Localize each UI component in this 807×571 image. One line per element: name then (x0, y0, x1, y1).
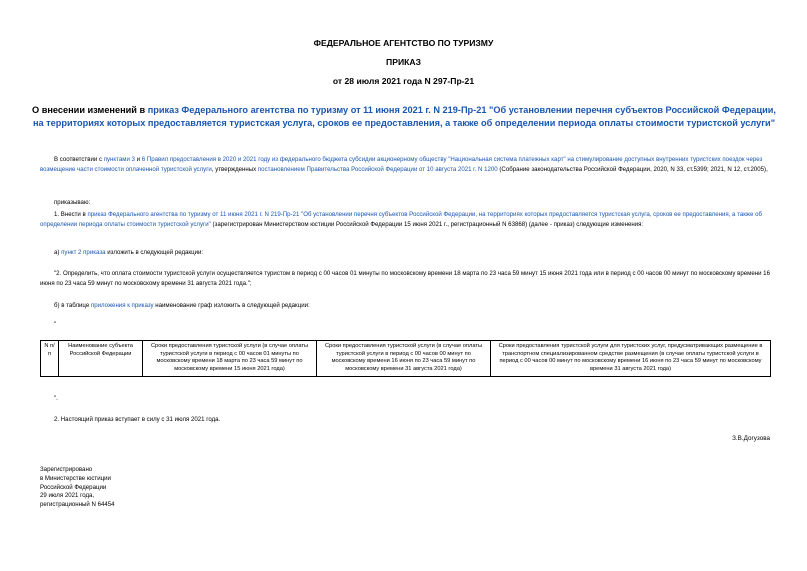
registration-line: Зарегистрировано (40, 466, 93, 473)
document-type: ПРИКАЗ (386, 57, 421, 67)
item-1-paragraph (40, 210, 770, 229)
quoted-clause-2: "2. Определить, что оплата стоимости туристской услуги осуществляется туристом в период с 00 часов 01 минуты по московскому времени 18 марта по 23 часа 59 минут 15 июня 2021 года или в период с 00 часов 00 минут по московскому времени 16 июня по 23 часа 59 минут по московскому времени 31 августа 2021 года."; (40, 270, 770, 287)
subitem-b (54, 301, 310, 311)
document-date-number: от 28 июля 2021 года N 297-Пр-21 (332, 76, 475, 86)
title-prefix: О внесении изменений в (32, 105, 148, 115)
order-word: приказываю: (54, 199, 91, 206)
registration-line: в Министерстве юстиции (40, 474, 111, 482)
document-title (28, 104, 780, 130)
rules-clause-6-link[interactable]: 6 Правил предоставления в 2020 и 2021 году из федерального бюджета субсидии акционерному обществу "Национальная система платежных карт" на стимулирование доступных внутренних туристских поездок через возмещение части стоимости оплаченной туристской услуги (40, 156, 763, 173)
amended-order-link[interactable]: приказ Федерального агентства по туризму от 11 июня 2021 г. N 219-Пр-21 "Об установлении перечня субъектов Российской Федерации, на территориях которых предоставляется туристская услуга, сроков ее предоставления, а также об определении периода оплаты стоимости туристской услуги" (40, 211, 762, 228)
signatory-name: З.В.Догузова (732, 435, 770, 442)
header-period-transport-accommodation: Сроки предоставления туристской услуги для туристских услуг, предусматривающих размещение в транспортном специализированном средстве размещения (в случае оплаты туристской услуги в период с 00 часов 00 минут по московскому времени 16 июня по 23 часа 59 минут по московскому времени 31 августа 2021 года) (491, 341, 771, 377)
item-1-text: (зарегистрирован Министерством юстиции Российской Федерации 15 июня 2021 г., регистрационный N 63868) (далее - приказ) следующие изменения: (210, 220, 644, 228)
subitem-a-text: изложить в следующей редакции: (105, 249, 204, 256)
agency-name: ФЕДЕРАЛЬНОЕ АГЕНТСТВО ПО ТУРИЗМУ (313, 38, 494, 48)
registration-line: регистрационный N 64454 (40, 501, 115, 509)
preamble-text: (Собрание законодательства Российской Федерации, 2020, N 33, ст.5399; 2021, N 12, ст.2005), (497, 165, 768, 173)
preamble-text: В соответствии с (54, 156, 104, 163)
preamble-text: , утвержденных (211, 165, 258, 173)
preamble-text: и (134, 156, 142, 163)
rules-clause-3-link[interactable]: пунктами 3 (103, 156, 135, 163)
opening-quote: " (54, 321, 57, 328)
government-resolution-link[interactable]: постановлением Правительства Российской Федерации от 10 августа 2021 г. N 1200 (257, 165, 498, 173)
header-region: Наименование субъекта Российской Федерации (59, 341, 143, 377)
item-1-text: 1. Внести в (54, 211, 88, 218)
preamble-paragraph (40, 155, 770, 174)
clause-2-link[interactable]: пункт 2 приказа (61, 249, 106, 256)
subitem-b-text: наименование граф изложить в следующей редакции: (153, 302, 310, 309)
registration-line: Российской Федерации (40, 483, 107, 491)
header-period-march-june: Сроки предоставления туристской услуги (в случае оплаты туристской услуги в период с 00 часов 01 минуты по московскому времени 18 марта по 23 часа 59 минут по московскому времени 15 июня 2021 года) (143, 341, 317, 377)
title-amended-order-link[interactable]: приказ Федерального агентства по туризму от 11 июня 2021 г. N 219-Пр-21 "Об установлении перечня субъектов Российской Федерации, на территориях которых предоставляется туристская услуга, сроков ее предоставления, а также об определении периода оплаты стоимости туристской услуги" (32, 105, 776, 128)
table-header-row (41, 341, 771, 377)
subitem-a (54, 248, 203, 258)
appendix-link[interactable]: приложения к приказу (90, 302, 154, 309)
subitem-b-text: б) в таблице (54, 302, 91, 309)
subitem-a-text: а) (54, 249, 62, 256)
item-2-paragraph: 2. Настоящий приказ вступает в силу с 31 июля 2021 года. (54, 416, 221, 423)
registration-line: 29 июля 2021 года, (40, 492, 95, 500)
column-headers-table (40, 340, 771, 377)
closing-quote: ". (54, 395, 58, 402)
header-number: N п/п (41, 341, 59, 377)
registration-block (40, 466, 115, 510)
header-period-june-august: Сроки предоставления туристской услуги (в случае оплаты туристской услуги в период с 00 часов 00 минут по московскому времени 16 июня по 23 часа 59 минут по московскому времени 31 августа 2021 года) (317, 341, 491, 377)
